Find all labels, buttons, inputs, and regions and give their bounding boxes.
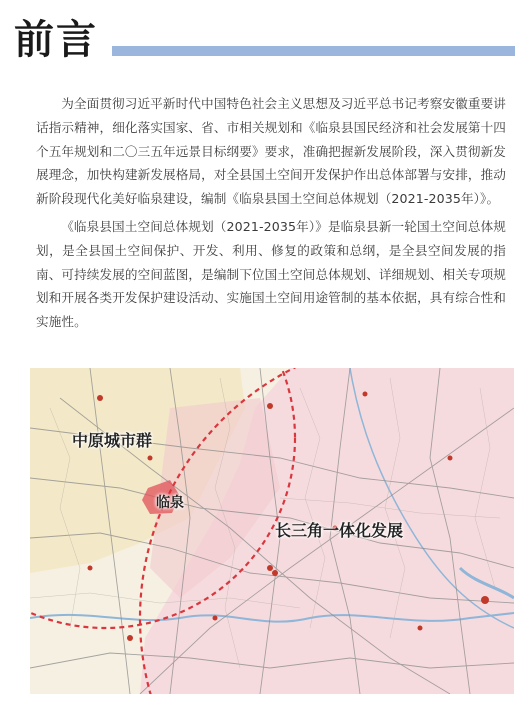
paragraph: 《临泉县国土空间总体规划（2021-2035年）》是临泉县新一轮国土空间总体规划，是全县国土空间保护、开发、利用、修复的政策和总纲，是全县空间发展的指南、可持续发展的空间蓝图，是编制下位国土空间总体规划、详细规划、相关专项规划和开展各类开发保护建设活动、实施国土空间用途管制的基本依据，具有综合性和实施性。 [36,218,506,330]
regional-map [30,368,514,694]
title-accent-bar [112,46,515,56]
page-title: 前言 [14,17,98,63]
label-linquan: 临泉 [156,495,184,511]
map-graphic [30,368,514,694]
header [0,0,531,86]
paragraph: 为全面贯彻习近平新时代中国特色社会主义思想及习近平总书记考察安徽重要讲话指示精神，细化落实国家、省、市相关规划和《临泉县国民经济和社会发展第十四个五年规划和二〇三五年远景目标纲要》要求，准确把握新发展阶段，深入贯彻新发展理念，加快构建新发展格局，对全县国土空间开发保护作出总体部署与安排，推动新阶段现代化美好临泉建设，编制《临泉县国土空间总体规划（2021-2035年）》。 [36,96,506,207]
label-central-plains-urban-agglomeration: 中原城市群 [72,431,153,450]
label-yangtze-delta-integration: 长三角一体化发展 [275,521,404,540]
preface-text [36,92,506,338]
